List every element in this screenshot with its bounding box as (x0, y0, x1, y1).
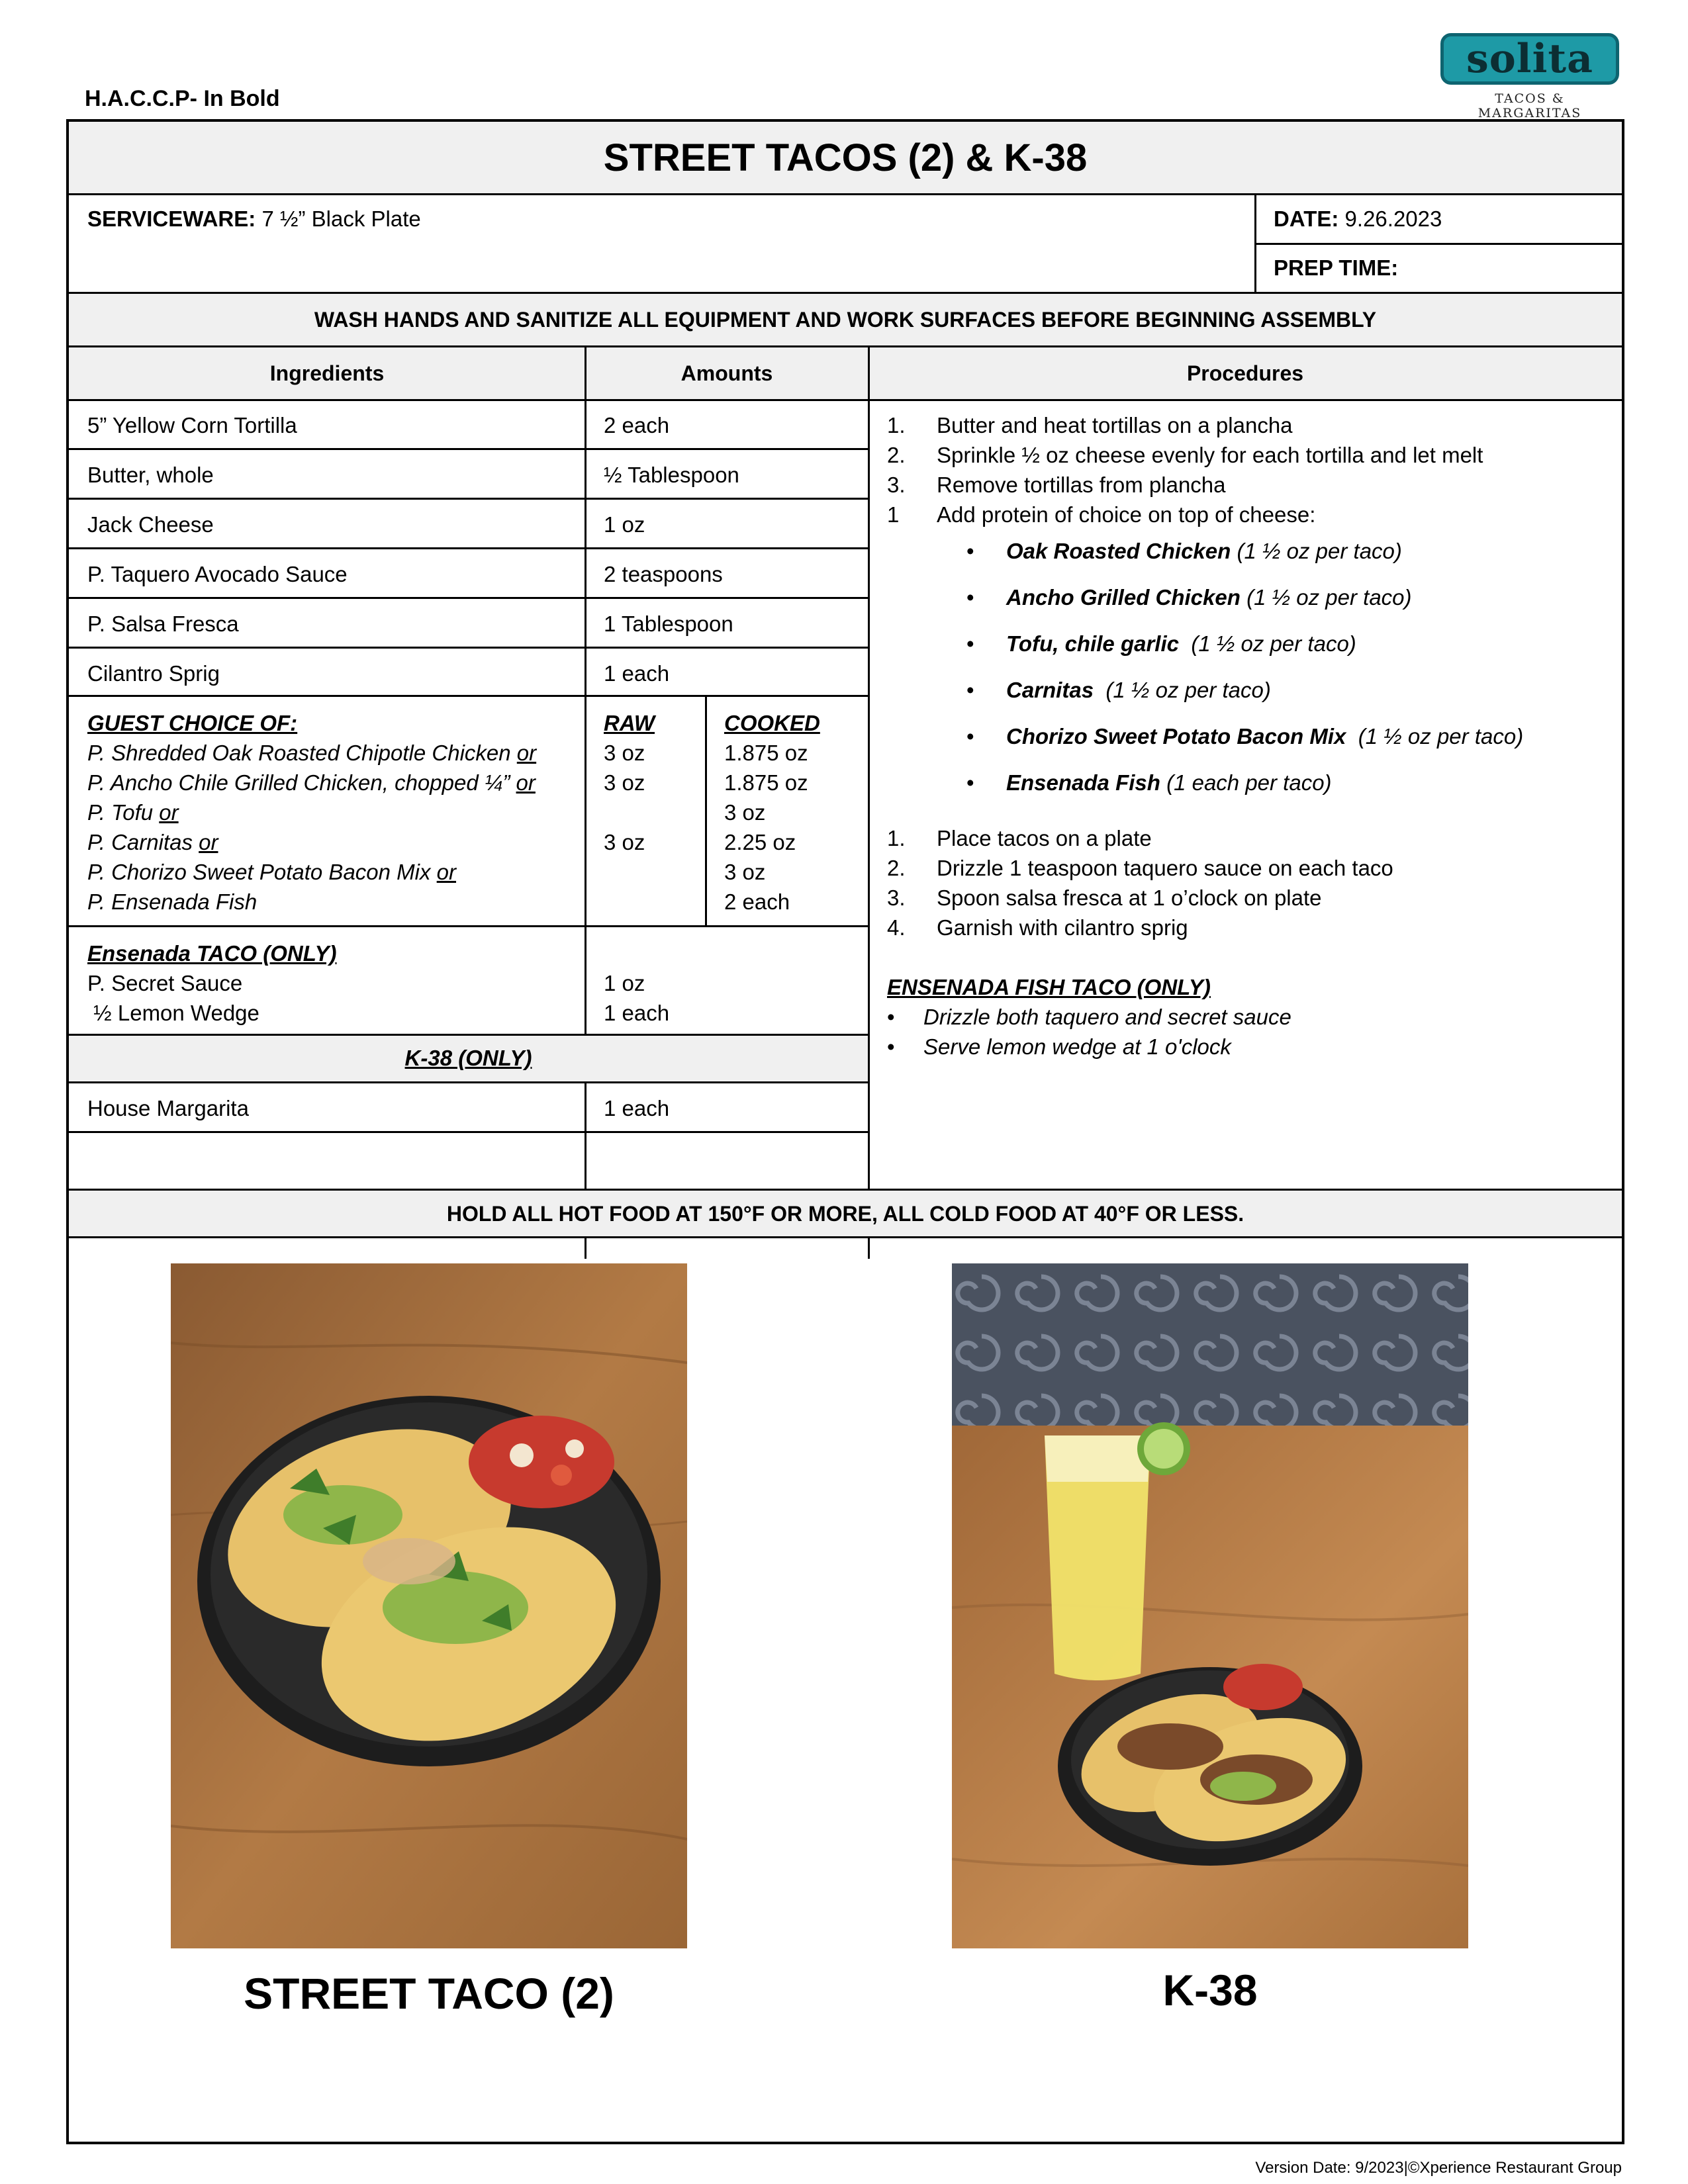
raw-value (604, 797, 703, 827)
ingredient-amount: 1 each (604, 661, 670, 686)
procedure-step: 3. Spoon salsa fresca at 1 o’clock on plate (887, 886, 1322, 910)
cooked-value: 3 oz (724, 800, 766, 825)
ingredient-name: Jack Cheese (87, 512, 214, 537)
procedure-step: 2. Sprinkle ½ oz cheese evenly for each tortilla and let melt (887, 443, 1483, 467)
street-taco-photo (171, 1263, 687, 1948)
solita-logo (1440, 33, 1619, 120)
procedure-step: 4. Garnish with cilantro sprig (887, 915, 1188, 940)
cooked-heading: COOKED (724, 711, 820, 735)
serviceware-line (87, 204, 421, 234)
guest-choice-item: P. Tofu or (87, 800, 179, 825)
procedure-step: 1 Add protein of choice on top of cheese: (887, 502, 1316, 527)
ensenada-only-block (87, 938, 577, 1028)
logo-tagline: TACOS & MARGARITAS (1477, 91, 1582, 120)
cooked-value: 1.875 oz (724, 770, 808, 795)
hold-notice: HOLD ALL HOT FOOD AT 150°F OR MORE, ALL COLD FOOD AT 40°F OR LESS. (69, 1191, 1622, 1237)
cooked-value: 2 each (724, 889, 790, 914)
raw-column (604, 708, 703, 857)
or-word: or (159, 800, 179, 825)
procedure-step: 2. Drizzle 1 teaspoon taquero sauce on each taco (887, 856, 1393, 880)
procedure-step: 1. Butter and heat tortillas on a plancha (887, 413, 1293, 437)
ingredient-amount: 1 Tablespoon (604, 612, 733, 636)
ensenada-procedure-heading: ENSENADA FISH TACO (ONLY) (887, 975, 1211, 999)
prep-time-label: PREP TIME: (1274, 255, 1399, 280)
procedure-step: 1. Place tacos on a plate (887, 826, 1152, 850)
serviceware-value: 7 ½” Black Plate (261, 206, 421, 231)
ingredient-name: Butter, whole (87, 463, 214, 487)
guest-choice-heading: GUEST CHOICE OF: (87, 711, 298, 735)
col-amounts: Amounts (680, 361, 773, 385)
raw-value: 3 oz (604, 770, 645, 795)
ensenada-procedure (887, 972, 1609, 1062)
ingredient-amount: ½ Tablespoon (604, 463, 739, 487)
raw-heading: RAW (604, 711, 655, 735)
ensenada-amount: 1 oz (604, 971, 645, 995)
protein-option: • Oak Roasted Chicken (1 ½ oz per taco) (966, 539, 1402, 563)
guest-choice-item: P. Shredded Oak Roasted Chipotle Chicken or (87, 741, 537, 765)
k38-item-name: House Margarita (87, 1096, 249, 1120)
guest-choice-list (87, 708, 577, 917)
protein-option: • Ancho Grilled Chicken (1 ½ oz per taco) (966, 585, 1412, 610)
guest-choice-item: P. Carnitas or (87, 830, 218, 854)
ensenada-amounts (604, 968, 669, 1028)
k38-photo (952, 1263, 1468, 1948)
protein-option: • Carnitas (1 ½ oz per taco) (966, 678, 1271, 702)
street-taco-caption: STREET TACO (2) (244, 1969, 614, 2018)
protein-options (966, 528, 1615, 806)
cooked-column (724, 708, 863, 917)
ingredient-name: P. Taquero Avocado Sauce (87, 562, 348, 586)
ingredient-amount: 2 each (604, 413, 670, 437)
ingredient-amount: 1 oz (604, 512, 645, 537)
version-footer: Version Date: 9/2023|©Xperience Restaurant Group (1255, 2159, 1622, 2177)
haccp-note: H.A.C.C.P- In Bold (85, 86, 280, 111)
serviceware-label: SERVICEWARE: (87, 206, 256, 231)
cooked-value: 2.25 oz (724, 830, 796, 854)
protein-option: • Ensenada Fish (1 each per taco) (966, 770, 1332, 795)
ensenada-item: P. Secret Sauce (87, 971, 243, 995)
or-word: or (199, 830, 218, 854)
guest-choice-item: P. Ancho Chile Grilled Chicken, chopped ¼” or (87, 770, 536, 795)
ingredient-amount: 2 teaspoons (604, 562, 723, 586)
col-procedures: Procedures (1186, 361, 1304, 385)
or-word: or (436, 860, 457, 884)
col-ingredients: Ingredients (269, 361, 385, 385)
ensenada-procedure-step: • Drizzle both taquero and secret sauce (887, 1005, 1291, 1029)
or-word: or (516, 741, 537, 765)
ingredient-name: P. Salsa Fresca (87, 612, 239, 636)
date-label: DATE: (1274, 206, 1339, 231)
procedures-part-b (887, 823, 1609, 942)
procedure-step: 3. Remove tortillas from plancha (887, 473, 1226, 497)
ensenada-only-heading: Ensenada TACO (ONLY) (87, 941, 337, 966)
guest-choice-item: P. Ensenada Fish (87, 889, 258, 914)
raw-value: 3 oz (604, 830, 645, 854)
k38-only-heading: K-38 (ONLY) (404, 1046, 532, 1070)
wash-notice: WASH HANDS AND SANITIZE ALL EQUIPMENT AND WORK SURFACES BEFORE BEGINNING ASSEMBLY (69, 294, 1622, 346)
logo-badge (1440, 33, 1619, 85)
procedures-part-a (887, 410, 1609, 529)
cooked-value: 1.875 oz (724, 741, 808, 765)
ensenada-amount: 1 each (604, 1001, 670, 1025)
ingredient-name: Cilantro Sprig (87, 661, 220, 686)
k38-caption: K-38 (1162, 1966, 1258, 2015)
ensenada-procedure-step: • Serve lemon wedge at 1 o'clock (887, 1034, 1231, 1059)
protein-option: • Tofu, chile garlic (1 ½ oz per taco) (966, 631, 1356, 656)
guest-choice-item: P. Chorizo Sweet Potato Bacon Mix or (87, 860, 457, 884)
date-value: 9.26.2023 (1344, 206, 1442, 231)
recipe-card (66, 119, 1624, 2144)
ensenada-item: ½ Lemon Wedge (87, 1001, 259, 1025)
ingredient-name: 5” Yellow Corn Tortilla (87, 413, 297, 437)
date-line (1274, 204, 1442, 234)
or-word: or (516, 770, 536, 795)
raw-value: 3 oz (604, 741, 645, 765)
logo-wordmark: solita (1466, 36, 1593, 82)
recipe-title: STREET TACOS (2) & K-38 (69, 122, 1622, 195)
protein-option: • Chorizo Sweet Potato Bacon Mix (1 ½ oz per taco) (966, 724, 1524, 749)
cooked-value: 3 oz (724, 860, 766, 884)
k38-item-amount: 1 each (604, 1096, 670, 1120)
